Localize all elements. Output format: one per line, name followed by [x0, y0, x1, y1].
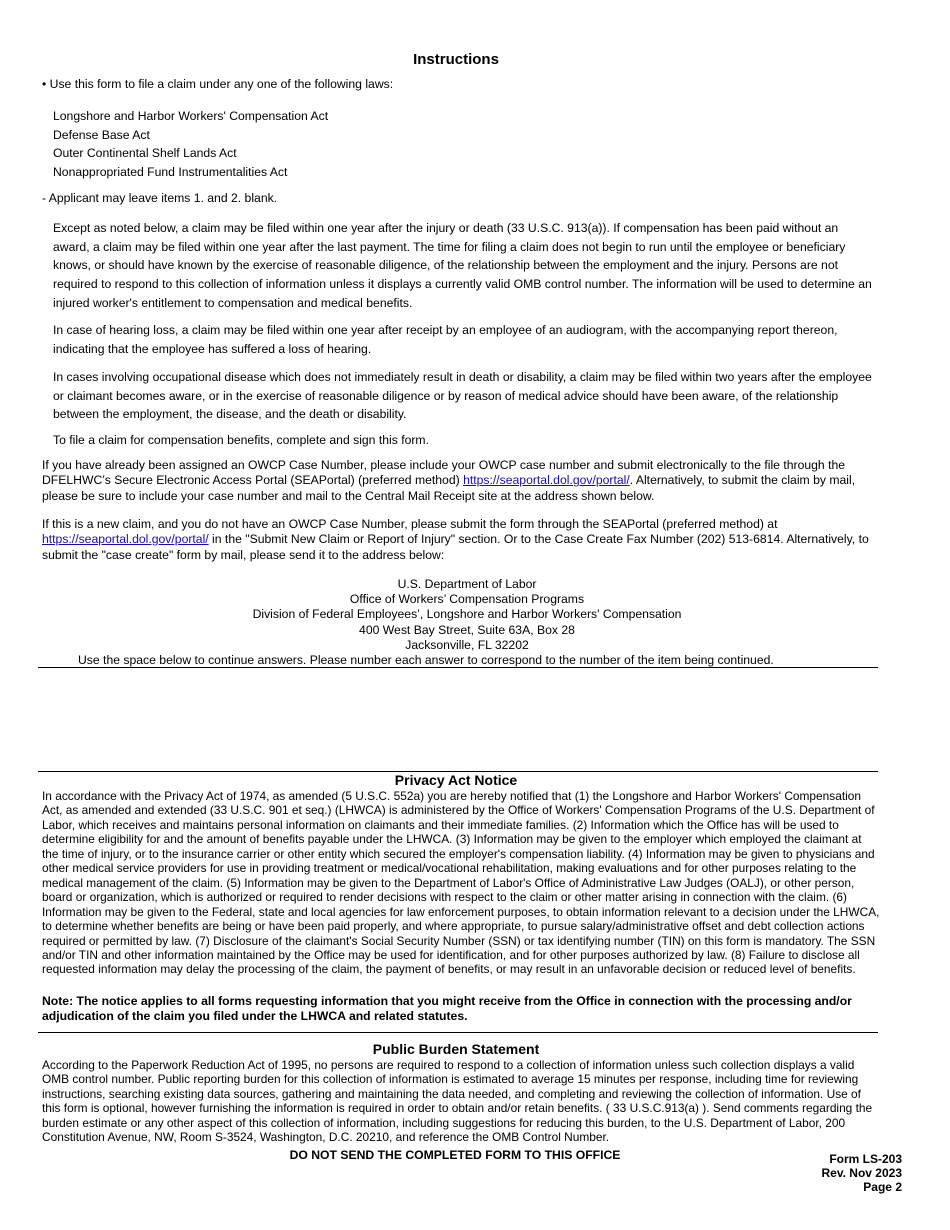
address-line: 400 West Bay Street, Suite 63A, Box 28	[359, 622, 575, 637]
new-claim-text-start: If this is a new claim, and you do not have an OWCP Case Number, please submit the form through the SEAPortal (preferred method) at	[42, 517, 778, 531]
applicant-note: - Applicant may leave items 1. and 2. blank.	[42, 191, 278, 205]
continue-answers-note: Use the space below to continue answers. Please number each answer to correspond to the number of the item being continued.	[78, 653, 774, 667]
address-line: Jacksonville, FL 32202	[405, 637, 529, 652]
continuation-answer-area[interactable]	[38, 669, 878, 770]
occupational-disease-paragraph: In cases involving occupational disease which does not immediately result in death or disability, a claim may be filed within two years after the employee or claimant becomes aware, or in the exercise of reasonable diligence or by reason of medical advice should have been aware, of the relationship between the employment, the disease, and the death or disability.	[53, 370, 872, 422]
burden-top-divider	[38, 1032, 878, 1033]
laws-list	[53, 107, 328, 182]
privacy-act-body: In accordance with the Privacy Act of 1974, as amended (5 U.S.C. 552a) you are hereby notified that (1) the Longshore and Harbor Workers' Compensation Act, as amended and extended (33 U.S.C. 901 et seq.) (LHWCA) is administered by the Office of Workers' Compensation Programs of the U.S. Department of Labor, which receives and maintains personal information on claimants and their immediate families. (2) Information which the Office has will be used to determine eligibility for and the amount of benefits payable under the LHWCA. (3) Information may be given to the employer which employed the claimant at the time of injury, or to the insurance carrier or other entity which secured the employer's compensation liability. (4) Information may be given to physicians and other medical service providers for use in providing treatment or medical/vocational rehabilitation, making evaluations and for other purposes relating to the medical management of the claim. (5) Information may be given to the Department of Labor's Office of Administrative Law Judges (OALJ), or other person, board or organization, which is authorized or required to render decisions with respect to the claim or other matter arising in connection with the claim. (6) Information may be given to the Federal, state and local agencies for law enforcement purposes, to obtain information relevant to a decision under the LHWCA, to determine whether benefits are being or have been paid properly, and where appropriate, to pursue salary/administrative offset and debt collection actions required or permitted by law. (7) Disclosure of the claimant's Social Security Number (SSN) or tax identifying number (TIN) on this form is mandatory. The SSN and/or TIN and other information maintained by the Office may be used for identification, and for other purposes authorized by law. (8) Failure to disclose all requested information may delay the processing of the claim, the payment of benefits, or may result in an unfavorable decision or reduced level of benefits.	[42, 789, 880, 977]
mailing-address	[0, 577, 934, 653]
law-item: Longshore and Harbor Workers' Compensation Act	[53, 109, 329, 123]
form-number: Form LS-203	[829, 1152, 902, 1166]
seaportal-link[interactable]: https://seaportal.dol.gov/portal/	[463, 473, 630, 488]
new-claim-text-end: in the "Submit New Claim or Report of Injury" section. Or to the Case Create Fax Number (202) 513-6814. Alternatively, to submit the "case create" form by mail, please send it to the address below:	[42, 532, 869, 562]
existing-case-paragraph	[42, 458, 887, 504]
hearing-loss-paragraph: In case of hearing loss, a claim may be filed within one year after receipt by an employee of an audiogram, with the accompanying report thereon, indicating that the employee has suffered a loss of hearing.	[53, 323, 838, 356]
privacy-act-note: Note: The notice applies to all forms requesting information that you might receive from the Office in connection with the processing and/or adjudication of the claim you filed under the LHWCA and related statutes.	[42, 994, 852, 1024]
address-line: U.S. Department of Labor	[397, 577, 537, 591]
revision-date: Rev. Nov 2023	[821, 1166, 902, 1180]
privacy-act-title: Privacy Act Notice	[394, 772, 518, 788]
file-claim-instruction: To file a claim for compensation benefits, complete and sign this form.	[53, 433, 429, 447]
new-claim-paragraph	[42, 517, 890, 563]
existing-case-text-start: If you have already been assigned an OWCP Case Number, please include your OWCP case number and submit electronically to the file through the DFELHWC’s Secure Electronic Access Portal (SEAPortal) (preferred method)	[42, 458, 846, 488]
burden-statement-body: According to the Paperwork Reduction Act of 1995, no persons are required to respond to a collection of information unless such collection displays a valid OMB control number. Public reporting burden for this collection of information is estimated to average 15 minutes per response, including time for reviewing instructions, searching existing data sources, gathering and maintaining the data needed, and completing and reviewing the collection of information. Use of this form is optional, however furnishing the information is required in order to obtain and/or retain benefits. ( 33 U.S.C.913(a) ). Send comments regarding the burden estimate or any other aspect of this collection of information, including suggestions for reducing this burden, to the U.S. Department of Labor, 200 Constitution Avenue, NW, Room S-3524, Washington, D.C. 20210, and reference the OMB Control Number.	[42, 1058, 873, 1145]
form-identifier	[822, 1152, 903, 1194]
law-item: Nonappropriated Fund Instrumentalities Act	[53, 165, 288, 180]
seaportal-link[interactable]: https://seaportal.dol.gov/portal/	[42, 532, 209, 547]
address-line: Division of Federal Employees’, Longshore and Harbor Workers' Compensation	[252, 607, 682, 622]
law-item: Outer Continental Shelf Lands Act	[53, 146, 237, 161]
intro-text: • Use this form to file a claim under any one of the following laws:	[42, 77, 394, 91]
do-not-send-warning: DO NOT SEND THE COMPLETED FORM TO THIS OFFICE	[289, 1148, 621, 1162]
continuation-top-divider	[38, 667, 878, 668]
burden-statement-title: Public Burden Statement	[372, 1041, 540, 1057]
address-line: Office of Workers’ Compensation Programs	[349, 592, 585, 607]
existing-case-text-end: . Alternatively, to submit the claim by mail, please be sure to include your case number and mail to the Central Mail Receipt site at the address shown below.	[42, 473, 856, 503]
law-item: Defense Base Act	[53, 127, 150, 142]
filing-deadline-paragraph: Except as noted below, a claim may be filed within one year after the injury or death (33 U.S.C. 913(a)). If compensation has been paid without an award, a claim may be filed within one year after the last payment. The time for filing a claim does not begin to run until the employee or beneficiary knows, or should have known by the exercise of reasonable diligence, of the relationship between the employment and the injury. Persons are not required to respond to this collection of information unless it displays a currently valid OMB control number. The information will be used to determine an injured worker's entitlement to compensation and medical benefits.	[53, 221, 872, 310]
page-number: Page 2	[863, 1180, 902, 1194]
page-title: Instructions	[413, 51, 499, 68]
